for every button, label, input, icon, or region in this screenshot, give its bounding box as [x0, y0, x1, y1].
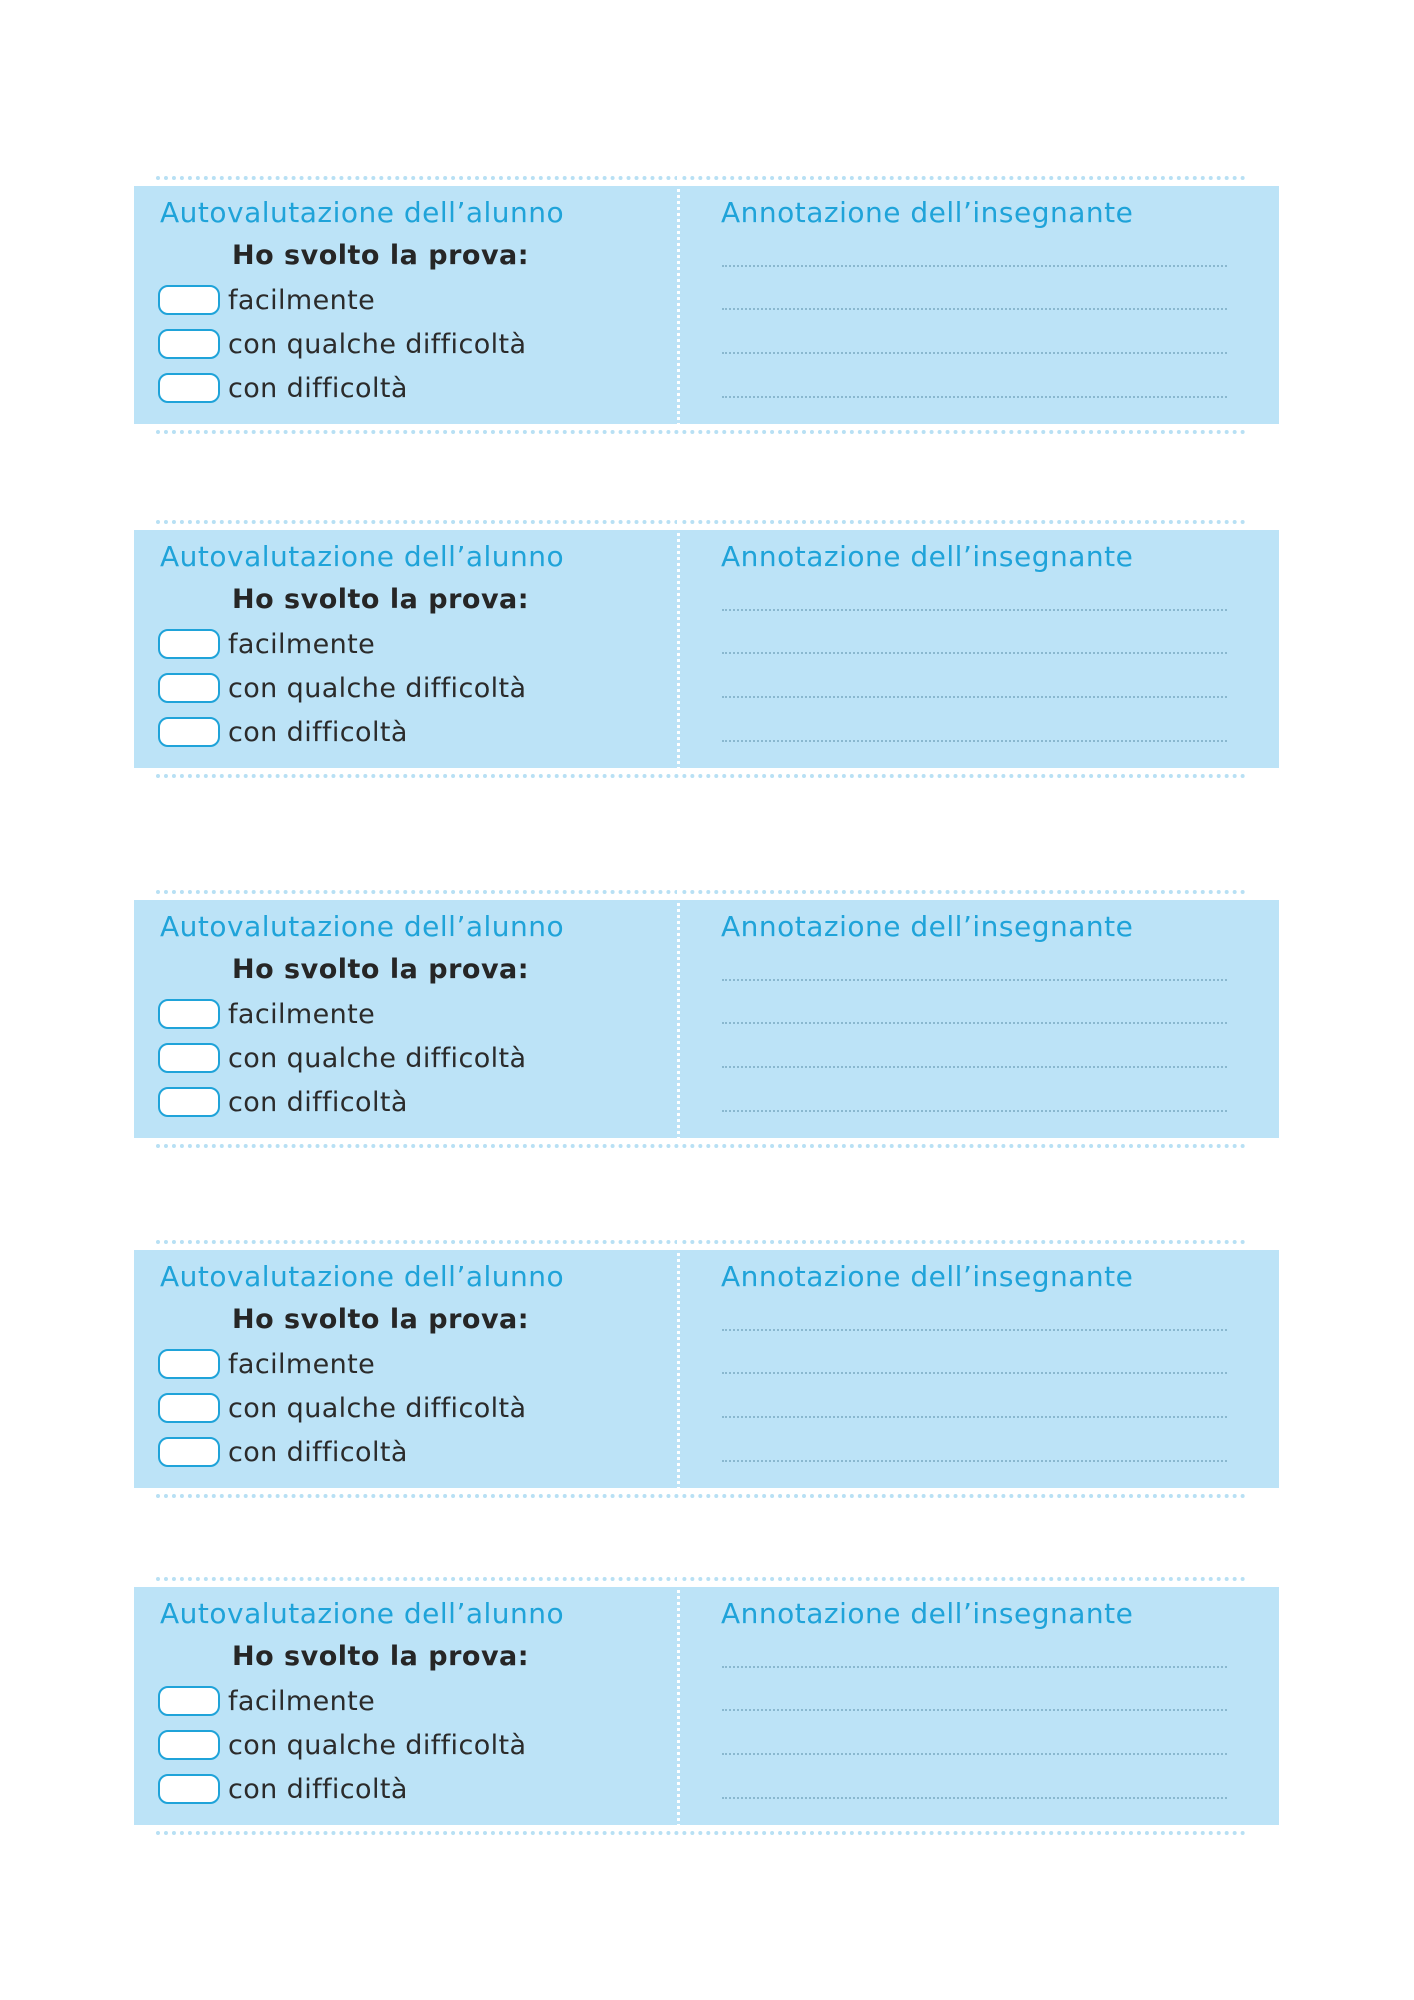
checkbox[interactable]: [158, 373, 220, 403]
teacher-notes-heading: Annotazione dell’insegnante: [721, 1260, 1134, 1293]
column-divider: [677, 1577, 680, 1835]
dotted-border-bottom: [156, 774, 1246, 778]
teacher-note-line[interactable]: [722, 1709, 1227, 1711]
teacher-note-line[interactable]: [722, 609, 1227, 611]
option-label: con qualche difficoltà: [228, 1042, 527, 1074]
dotted-border-bottom: [156, 1144, 1246, 1148]
option-label: con qualche difficoltà: [228, 1392, 527, 1424]
teacher-note-line[interactable]: [722, 1416, 1227, 1418]
option-easily[interactable]: [158, 1346, 375, 1382]
assessment-card: [134, 1250, 1279, 1488]
option-with-difficulty[interactable]: [158, 714, 408, 750]
teacher-note-line[interactable]: [722, 696, 1227, 698]
option-label: facilmente: [228, 628, 376, 660]
option-easily[interactable]: [158, 282, 375, 318]
column-divider: [677, 176, 680, 434]
dotted-border-top: [156, 520, 1246, 524]
option-label: con qualche difficoltà: [228, 672, 527, 704]
teacher-note-line[interactable]: [722, 652, 1227, 654]
checkbox[interactable]: [158, 1087, 220, 1117]
option-easily[interactable]: [158, 626, 375, 662]
checkbox[interactable]: [158, 1043, 220, 1073]
option-some-difficulty[interactable]: [158, 670, 526, 706]
option-some-difficulty[interactable]: [158, 1727, 526, 1763]
checkbox[interactable]: [158, 717, 220, 747]
dotted-border-top: [156, 1240, 1246, 1244]
column-divider: [677, 890, 680, 1148]
option-label: con difficoltà: [228, 1436, 408, 1468]
checkbox[interactable]: [158, 1393, 220, 1423]
option-with-difficulty[interactable]: [158, 1771, 408, 1807]
teacher-notes-heading: Annotazione dell’insegnante: [721, 196, 1134, 229]
teacher-note-line[interactable]: [722, 396, 1227, 398]
checkbox[interactable]: [158, 999, 220, 1029]
option-label: facilmente: [228, 998, 376, 1030]
student-assessment-heading: Autovalutazione dell’alunno: [160, 1260, 565, 1293]
dotted-border-bottom: [156, 1831, 1246, 1835]
student-assessment-heading: Autovalutazione dell’alunno: [160, 540, 565, 573]
option-label: con qualche difficoltà: [228, 1729, 527, 1761]
teacher-note-line[interactable]: [722, 1066, 1227, 1068]
option-easily[interactable]: [158, 1683, 375, 1719]
checkbox[interactable]: [158, 1349, 220, 1379]
student-assessment-heading: Autovalutazione dell’alunno: [160, 196, 565, 229]
student-assessment-heading: Autovalutazione dell’alunno: [160, 910, 565, 943]
teacher-note-line[interactable]: [722, 740, 1227, 742]
dotted-border-top: [156, 1577, 1246, 1581]
teacher-note-line[interactable]: [722, 308, 1227, 310]
dotted-border-top: [156, 890, 1246, 894]
assessment-card: [134, 1587, 1279, 1825]
teacher-note-line[interactable]: [722, 352, 1227, 354]
checkbox[interactable]: [158, 1686, 220, 1716]
assessment-card: [134, 186, 1279, 424]
question-label: Ho svolto la prova:: [232, 584, 530, 615]
option-label: con difficoltà: [228, 716, 408, 748]
question-label: Ho svolto la prova:: [232, 240, 530, 271]
teacher-note-line[interactable]: [722, 1110, 1227, 1112]
option-with-difficulty[interactable]: [158, 1084, 408, 1120]
assessment-card: [134, 530, 1279, 768]
option-some-difficulty[interactable]: [158, 1040, 526, 1076]
checkbox[interactable]: [158, 629, 220, 659]
dotted-border-bottom: [156, 430, 1246, 434]
teacher-note-line[interactable]: [722, 1797, 1227, 1799]
checkbox[interactable]: [158, 285, 220, 315]
teacher-note-line[interactable]: [722, 1372, 1227, 1374]
option-label: con difficoltà: [228, 1773, 408, 1805]
assessment-card: [134, 900, 1279, 1138]
question-label: Ho svolto la prova:: [232, 1304, 530, 1335]
teacher-note-line[interactable]: [722, 979, 1227, 981]
option-with-difficulty[interactable]: [158, 370, 408, 406]
teacher-note-line[interactable]: [722, 1022, 1227, 1024]
column-divider: [677, 520, 680, 778]
teacher-note-line[interactable]: [722, 1460, 1227, 1462]
teacher-note-line[interactable]: [722, 1753, 1227, 1755]
student-assessment-heading: Autovalutazione dell’alunno: [160, 1597, 565, 1630]
checkbox[interactable]: [158, 1730, 220, 1760]
teacher-note-line[interactable]: [722, 1329, 1227, 1331]
dotted-border-top: [156, 176, 1246, 180]
option-with-difficulty[interactable]: [158, 1434, 408, 1470]
dotted-border-bottom: [156, 1494, 1246, 1498]
teacher-notes-heading: Annotazione dell’insegnante: [721, 540, 1134, 573]
teacher-notes-heading: Annotazione dell’insegnante: [721, 1597, 1134, 1630]
question-label: Ho svolto la prova:: [232, 1641, 530, 1672]
option-easily[interactable]: [158, 996, 375, 1032]
option-label: con difficoltà: [228, 372, 408, 404]
option-label: facilmente: [228, 284, 376, 316]
option-label: facilmente: [228, 1685, 376, 1717]
question-label: Ho svolto la prova:: [232, 954, 530, 985]
option-some-difficulty[interactable]: [158, 326, 526, 362]
option-label: con qualche difficoltà: [228, 328, 527, 360]
teacher-notes-heading: Annotazione dell’insegnante: [721, 910, 1134, 943]
teacher-note-line[interactable]: [722, 1666, 1227, 1668]
column-divider: [677, 1240, 680, 1498]
checkbox[interactable]: [158, 673, 220, 703]
checkbox[interactable]: [158, 1437, 220, 1467]
checkbox[interactable]: [158, 1774, 220, 1804]
option-label: con difficoltà: [228, 1086, 408, 1118]
teacher-note-line[interactable]: [722, 265, 1227, 267]
option-label: facilmente: [228, 1348, 376, 1380]
checkbox[interactable]: [158, 329, 220, 359]
option-some-difficulty[interactable]: [158, 1390, 526, 1426]
